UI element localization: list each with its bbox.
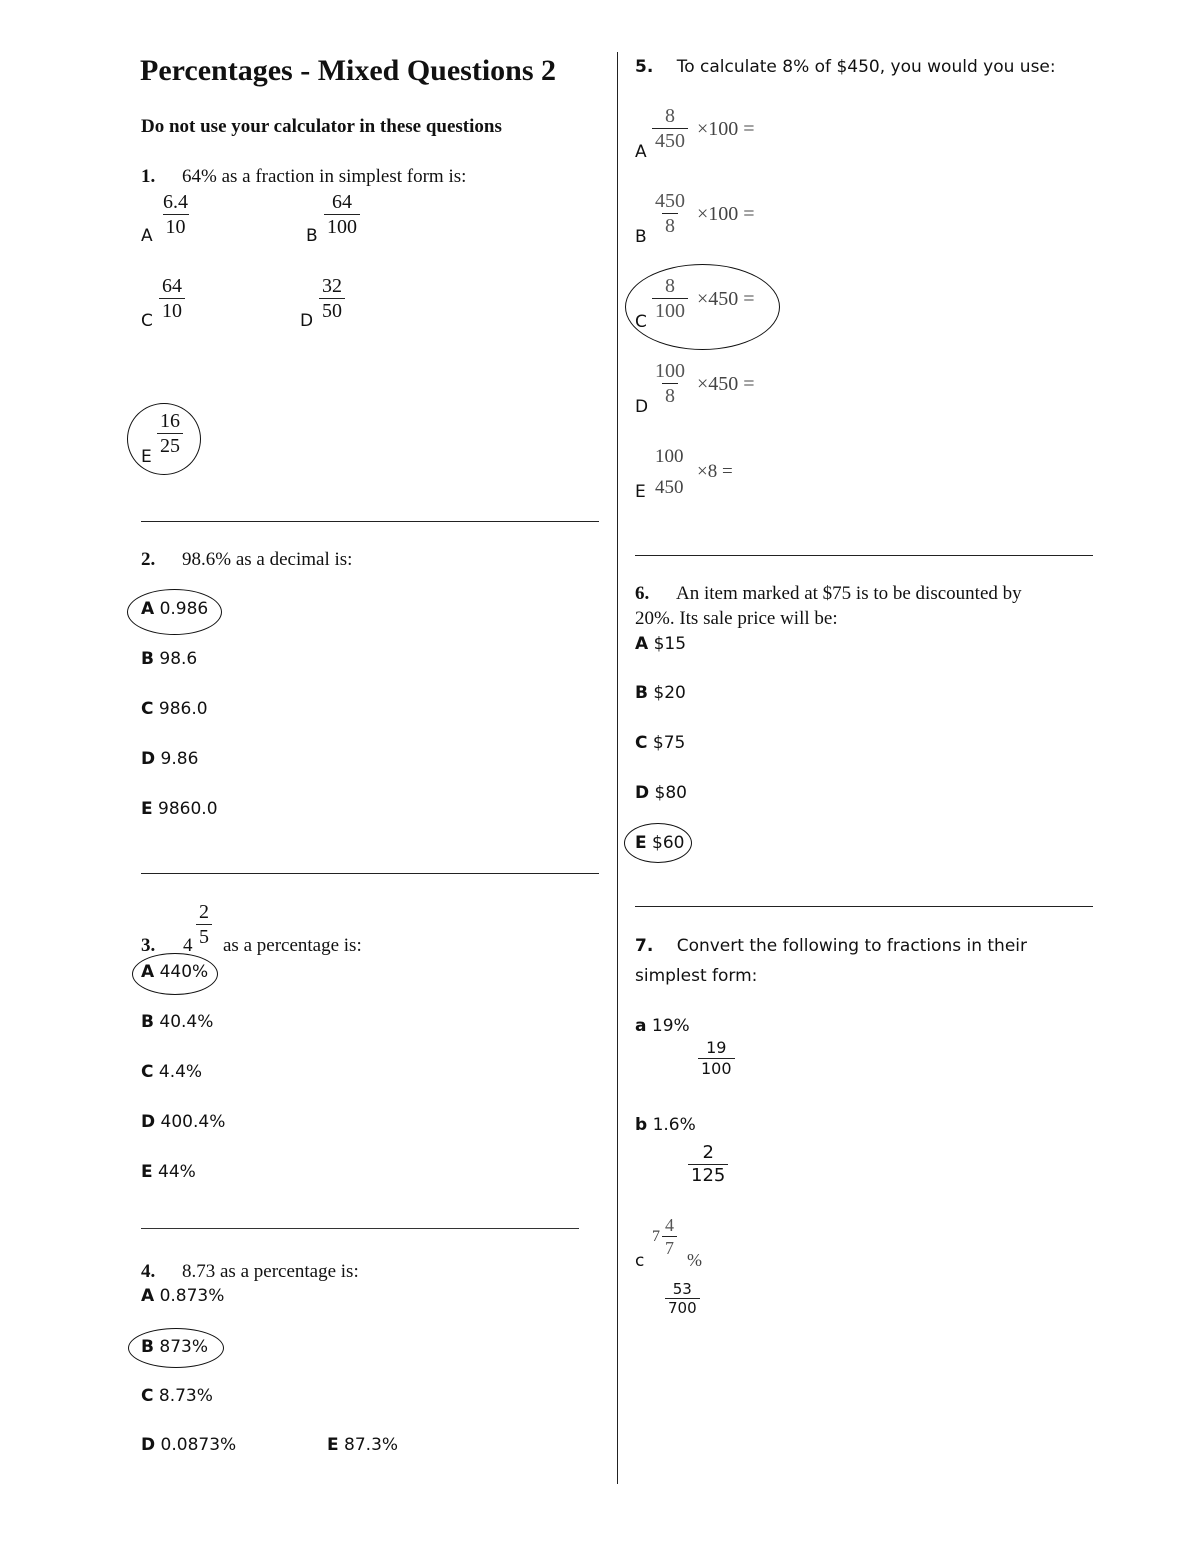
answer-circle (625, 264, 780, 350)
q1-option-b-fraction[interactable]: $\frac{64}{100}$ (324, 190, 360, 239)
mixed-number-whole: 4 (183, 935, 193, 956)
q1-option-d-fraction[interactable]: $\frac{32}{50}$ (319, 274, 345, 323)
question-7-line2: simplest form: (635, 966, 758, 986)
q4-option-b[interactable]: B 873% (141, 1337, 208, 1357)
q3-option-d[interactable]: D 400.4% (141, 1112, 226, 1132)
instruction: Do not use your calculator in these questions (141, 116, 502, 137)
q6-option-b[interactable]: B $20 (635, 683, 686, 703)
q7-part-c-letter: c (635, 1251, 645, 1271)
q1-option-e-fraction[interactable]: $\frac{16}{25}$ (157, 409, 183, 458)
q1-option-a-fraction[interactable]: $\frac{6.4}{10}$ (163, 191, 188, 238)
section-divider (141, 521, 599, 522)
page-title: Percentages - Mixed Questions 2 (140, 54, 557, 87)
q7-part-b-answer[interactable]: $\frac{2}{125}$ (688, 1142, 728, 1187)
mixed-number-fraction: $\frac{2}{5}$ (196, 900, 212, 949)
answer-circle (624, 823, 692, 863)
q2-option-a[interactable]: A 0.986 (141, 599, 209, 619)
q6-option-d[interactable]: D $80 (635, 783, 687, 803)
q5-option-a-operation: ×100 = (697, 118, 755, 140)
q5-option-e-numerator[interactable]: 100 (655, 446, 684, 467)
column-divider (617, 52, 618, 1484)
q4-option-e[interactable]: E 87.3% (327, 1435, 399, 1455)
q6-option-e[interactable]: E $60 (635, 833, 685, 853)
question-text: as a percentage is: (223, 935, 362, 956)
q3-option-a[interactable]: A 440% (141, 962, 209, 982)
question-number: 5. (635, 57, 654, 77)
question-5 (635, 57, 1056, 77)
q4-option-c[interactable]: C 8.73% (141, 1386, 213, 1406)
answer-circle (132, 953, 218, 995)
q5-option-a-letter[interactable]: A (635, 142, 647, 162)
q5-option-a-fraction[interactable]: $\frac{8}{450}$ (652, 104, 688, 153)
q5-option-d-operation: ×450 = (697, 373, 755, 395)
question-2 (141, 549, 352, 571)
question-number: 6. (635, 583, 650, 604)
q5-option-b-operation: ×100 = (697, 203, 755, 225)
q7-part-a: a 19% (635, 1016, 690, 1036)
q5-option-c-fraction[interactable]: $\frac{8}{100}$ (652, 274, 688, 323)
question-6-line2: 20%. Its sale price will be: (635, 608, 838, 629)
q2-option-e[interactable]: E 9860.0 (141, 799, 218, 819)
question-1 (141, 166, 466, 188)
q2-option-d[interactable]: D 9.86 (141, 749, 199, 769)
question-number: 2. (141, 549, 156, 570)
q6-option-c[interactable]: C $75 (635, 733, 686, 753)
question-number: 7. (635, 936, 654, 956)
q6-option-a[interactable]: A $15 (635, 634, 687, 654)
question-3-number: 3. (141, 935, 156, 956)
question-number: 1. (141, 166, 156, 187)
q5-option-e-denominator[interactable]: 450 (655, 477, 684, 498)
q1-option-c-fraction[interactable]: $\frac{64}{10}$ (159, 274, 185, 323)
q2-option-b[interactable]: B 98.6 (141, 649, 198, 669)
q5-option-d-letter[interactable]: D (635, 397, 649, 417)
q5-option-b-fraction[interactable]: $\frac{450}{8}$ (655, 190, 685, 237)
section-divider (635, 555, 1093, 556)
question-text: 98.6% as a decimal is: (182, 549, 353, 570)
q5-option-b-letter[interactable]: B (635, 227, 647, 247)
q5-option-c-letter[interactable]: C (635, 312, 647, 332)
question-4 (141, 1261, 359, 1283)
q1-option-d-letter[interactable]: D (300, 311, 314, 331)
question-text: 8.73 as a percentage is: (182, 1261, 359, 1282)
q4-option-a[interactable]: A 0.873% (141, 1286, 225, 1306)
q7-part-a-answer[interactable]: $\frac{19}{100}$ (698, 1038, 735, 1079)
q1-option-c-letter[interactable]: C (141, 311, 153, 331)
answer-circle (128, 1328, 224, 1368)
q7-part-c-answer[interactable]: $\frac{53}{700}$ (665, 1280, 700, 1317)
question-6-line1 (635, 583, 1022, 605)
section-divider (141, 873, 599, 874)
q1-option-e-letter[interactable]: E (141, 447, 152, 467)
answer-circle (127, 403, 201, 475)
q7-part-c-percent: % (687, 1250, 702, 1270)
question-text: 64% as a fraction in simplest form is: (182, 166, 467, 187)
q7-part-c-fraction: $\frac{4}{7}$ (662, 1214, 677, 1259)
q2-option-c[interactable]: C 986.0 (141, 699, 208, 719)
question-number: 4. (141, 1261, 156, 1282)
section-divider (141, 1228, 579, 1229)
question-text: Convert the following to fractions in their (676, 936, 1028, 956)
question-text: To calculate 8% of $450, you would you use: (676, 57, 1056, 77)
section-divider (635, 906, 1093, 907)
question-text: An item marked at $75 is to be discounted by (676, 583, 1022, 604)
question-7-line1 (635, 936, 1027, 956)
q5-option-e-letter[interactable]: E (635, 482, 646, 502)
q4-option-d[interactable]: D 0.0873% (141, 1435, 237, 1455)
q1-option-a-letter[interactable]: A (141, 226, 153, 246)
q3-option-b[interactable]: B 40.4% (141, 1012, 214, 1032)
q3-option-e[interactable]: E 44% (141, 1162, 196, 1182)
q5-option-d-fraction[interactable]: $\frac{100}{8}$ (655, 360, 685, 407)
answer-circle (127, 589, 222, 635)
q7-part-c-whole: 7 (652, 1228, 660, 1245)
q1-option-b-letter[interactable]: B (306, 226, 318, 246)
q7-part-b: b 1.6% (635, 1115, 696, 1135)
q5-option-e-operation: ×8 = (697, 461, 733, 482)
q3-option-c[interactable]: C 4.4% (141, 1062, 203, 1082)
q5-option-c-operation: ×450 = (697, 288, 755, 310)
